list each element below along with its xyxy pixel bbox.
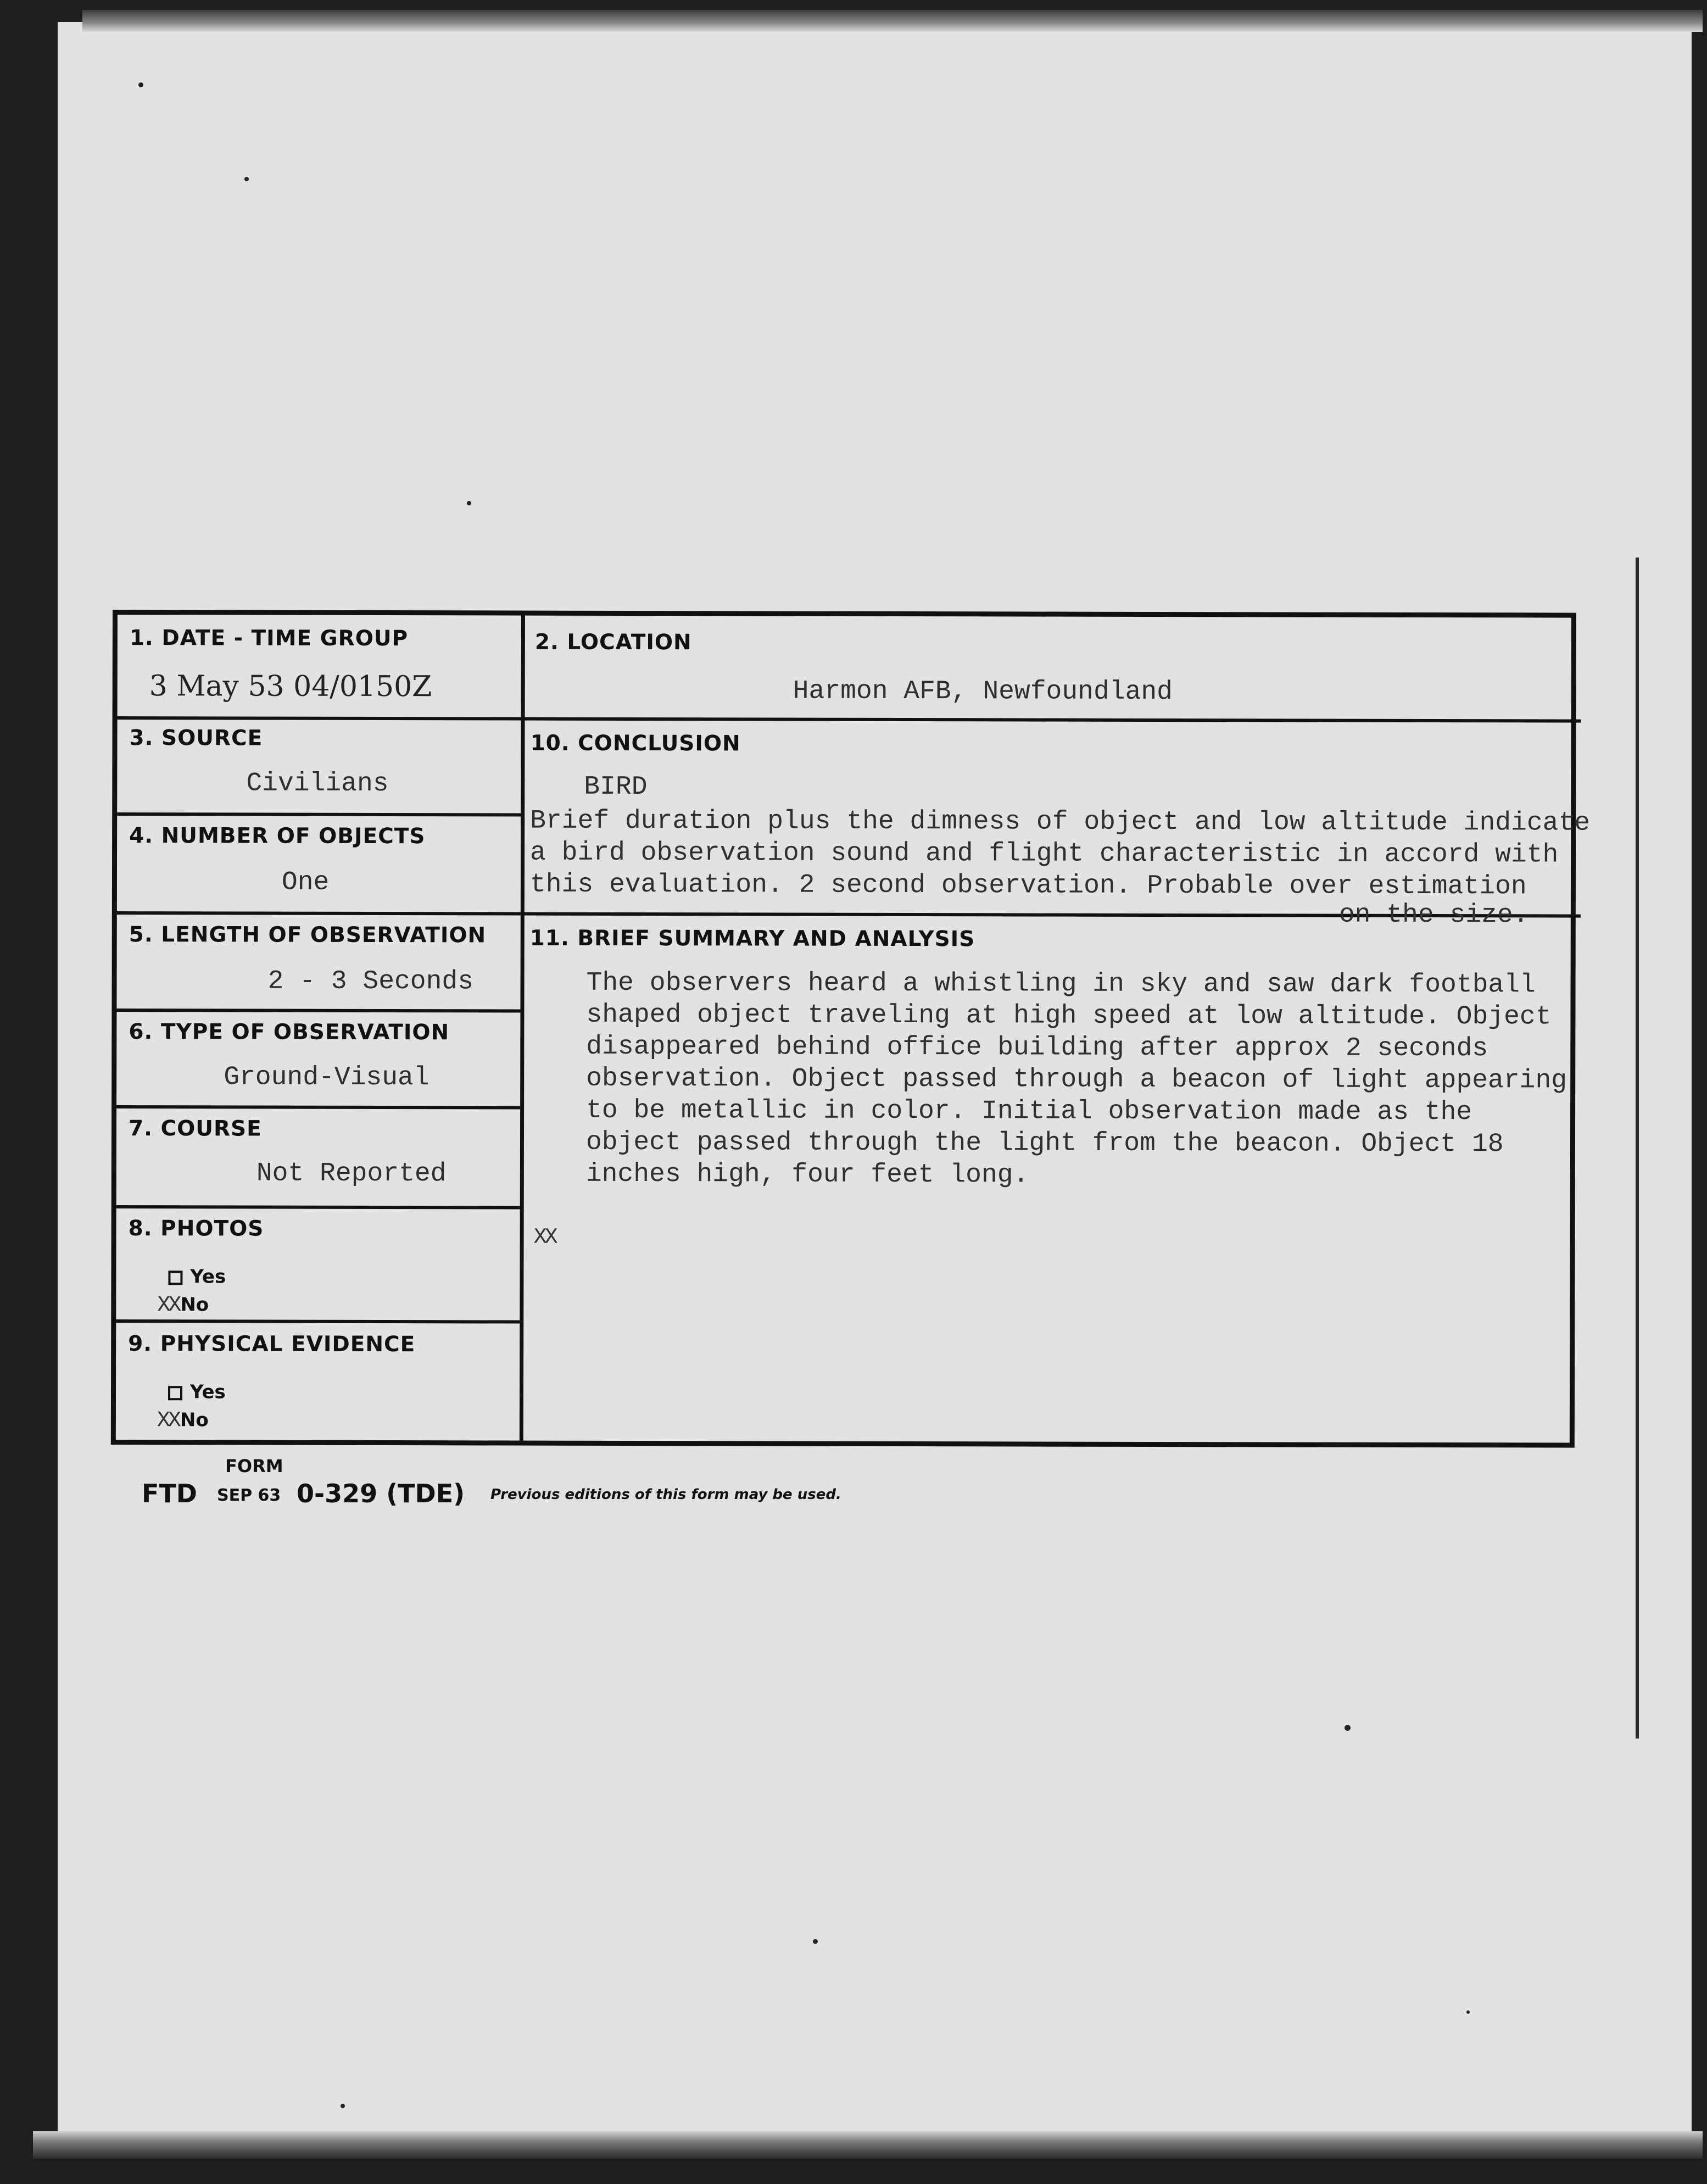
row-divider xyxy=(116,1205,520,1210)
length-of-observation-value: 2 - 3 Seconds xyxy=(267,966,474,997)
number-of-objects-value: One xyxy=(281,867,330,898)
photos-yes-label: Yes xyxy=(190,1266,226,1288)
source-label: 3. SOURCE xyxy=(129,726,263,751)
film-edge-top xyxy=(82,10,1703,32)
film-edge-bottom xyxy=(33,2131,1703,2159)
conclusion-label: 10. CONCLUSION xyxy=(530,731,741,756)
form-number: 0-329 (TDE) xyxy=(297,1479,465,1508)
source-value: Civilians xyxy=(246,768,389,799)
row-divider xyxy=(118,716,521,721)
physical-evidence-no-option[interactable] xyxy=(157,1408,209,1433)
form-editions-note: Previous editions of this form may be used. xyxy=(490,1486,841,1503)
summary-line: to be metallic in color. Initial observation made as the xyxy=(586,1095,1472,1128)
length-of-observation-label: 5. LENGTH OF OBSERVATION xyxy=(129,922,487,948)
conclusion-line: a bird observation sound and flight characteristic in accord with xyxy=(530,838,1559,870)
project-card-form xyxy=(111,610,1591,1448)
dust-speck xyxy=(138,82,143,87)
summary-line: observation. Object passed through a beacon of light appearing xyxy=(586,1063,1567,1096)
course-label: 7. COURSE xyxy=(128,1116,262,1141)
row-divider xyxy=(116,1319,520,1324)
physical-evidence-no-label: No xyxy=(180,1409,209,1431)
summary-label: 11. BRIEF SUMMARY AND ANALYSIS xyxy=(529,926,975,952)
dust-speck xyxy=(341,2104,345,2108)
row-divider xyxy=(116,1105,520,1110)
form-date: SEP 63 xyxy=(217,1486,281,1505)
physical-evidence-yes-option[interactable] xyxy=(168,1381,226,1403)
physical-evidence-label: 9. PHYSICAL EVIDENCE xyxy=(128,1331,416,1357)
physical-evidence-yes-checkbox[interactable] xyxy=(168,1386,182,1400)
page-edge-right xyxy=(1636,558,1639,1739)
row-divider xyxy=(117,812,521,817)
physical-evidence-yes-label: Yes xyxy=(189,1381,226,1403)
course-value: Not Reported xyxy=(256,1158,447,1189)
dust-speck xyxy=(244,177,249,181)
date-time-group-value: 3 May 53 04/0150Z xyxy=(149,670,432,704)
form-word: FORM xyxy=(225,1456,283,1477)
summary-line: object passed through the light from the beacon. Object 18 xyxy=(585,1127,1504,1160)
location-value: Harmon AFB, Newfoundland xyxy=(793,676,1173,707)
dust-speck xyxy=(467,501,471,505)
photos-yes-checkbox[interactable] xyxy=(168,1271,182,1285)
dust-speck xyxy=(1345,1725,1351,1731)
row-divider xyxy=(521,717,1581,723)
conclusion-line: this evaluation. 2 second observation. Probable over estimation xyxy=(529,870,1527,902)
summary-line: The observers heard a whistling in sky and saw dark football xyxy=(586,968,1536,1000)
type-of-observation-value: Ground-Visual xyxy=(224,1062,429,1093)
conclusion-heading: BIRD xyxy=(584,772,648,803)
form-designation: FTD xyxy=(142,1479,197,1508)
type-of-observation-label: 6. TYPE OF OBSERVATION xyxy=(129,1019,450,1045)
photos-no-label: No xyxy=(180,1294,209,1316)
summary-line: shaped object traveling at high speed at low altitude. Object xyxy=(586,1000,1552,1032)
photos-yes-option[interactable] xyxy=(168,1266,226,1288)
row-divider xyxy=(117,911,521,916)
conclusion-line: Brief duration plus the dimness of object and low altitude indicate xyxy=(530,806,1591,838)
date-time-group-label: 1. DATE - TIME GROUP xyxy=(129,626,409,651)
dust-speck xyxy=(813,1939,818,1944)
summary-line: disappeared behind office building after approx 2 seconds xyxy=(586,1032,1488,1064)
location-label: 2. LOCATION xyxy=(534,629,692,655)
number-of-objects-label: 4. NUMBER OF OBJECTS xyxy=(129,823,426,849)
column-divider xyxy=(520,616,525,1441)
summary-mark: XX xyxy=(533,1225,556,1250)
photos-no-option[interactable] xyxy=(157,1293,209,1318)
conclusion-line: on the size. xyxy=(1338,900,1529,931)
photos-no-mark: XX xyxy=(157,1293,180,1318)
physical-evidence-no-mark: XX xyxy=(157,1408,179,1434)
photos-label: 8. PHOTOS xyxy=(128,1216,264,1241)
row-divider xyxy=(116,1009,520,1013)
dust-speck xyxy=(1466,2010,1470,2014)
summary-line: inches high, four feet long. xyxy=(585,1159,1029,1190)
